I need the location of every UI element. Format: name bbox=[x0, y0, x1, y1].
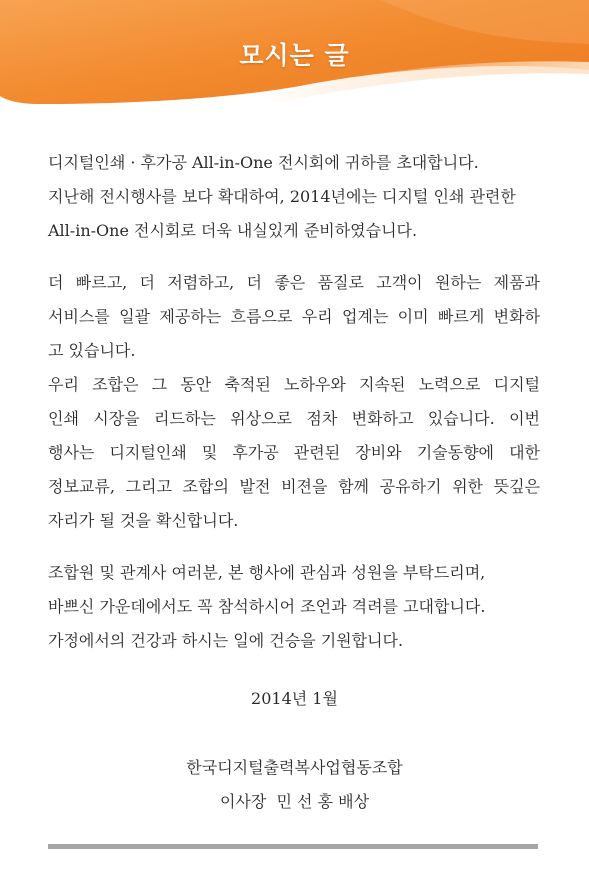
text-line: 지난해 전시행사를 보다 확대하여, 2014년에는 디지털 인쇄 관련한 bbox=[48, 187, 516, 206]
text-line: 우리 조합은 그 동안 축적된 노하우와 지속된 노력으로 디지털 bbox=[48, 375, 540, 394]
paragraph-3 bbox=[48, 556, 540, 658]
text-line: 정보교류, 그리고 조합의 발전 비젼을 함께 공유하기 위한 뜻깊은 bbox=[48, 477, 540, 496]
text-line: 행사는 디지털인쇄 및 후가공 관련된 장비와 기술동향에 대한 bbox=[48, 443, 540, 462]
text-line: All-in-One 전시회로 더욱 내실있게 준비하였습니다. bbox=[48, 221, 418, 240]
organization-name: 한국디지털출력복사업협동조합 bbox=[186, 758, 403, 777]
text-line: 서비스를 일괄 제공하는 흐름으로 우리 업계는 이미 빠르게 변화하 bbox=[48, 307, 540, 326]
text-line: 고 있습니다. bbox=[48, 341, 136, 360]
text-line: 더 빠르고, 더 저렴하고, 더 좋은 품질로 고객이 원하는 제품과 bbox=[48, 273, 540, 292]
text-line: 조합원 및 관계사 여러분, 본 행사에 관심과 성원을 부탁드리며, bbox=[48, 563, 486, 582]
footer-divider bbox=[48, 844, 538, 849]
text-line: 디지털인쇄 · 후가공 All-in-One 전시회에 귀하를 초대합니다. bbox=[48, 153, 479, 172]
text-line: 바쁘신 가운데에서도 꼭 참석하시어 조언과 격려를 고대합니다. bbox=[48, 597, 486, 616]
paragraph-1 bbox=[48, 146, 540, 248]
text-line: 인쇄 시장을 리드하는 위상으로 점차 변화하고 있습니다. 이번 bbox=[48, 409, 540, 428]
signature-block bbox=[0, 751, 589, 819]
letter-body bbox=[48, 146, 540, 658]
letter-date: 2014년 1월 bbox=[251, 689, 338, 708]
paragraph-2 bbox=[48, 266, 540, 538]
page-title: 모시는 글 bbox=[239, 41, 350, 70]
text-line: 가정에서의 건강과 하시는 일에 건승을 기원합니다. bbox=[48, 631, 404, 650]
signatory: 이사장 민 선 홍 배상 bbox=[219, 792, 370, 811]
text-line: 자리가 될 것을 확신합니다. bbox=[48, 511, 239, 530]
